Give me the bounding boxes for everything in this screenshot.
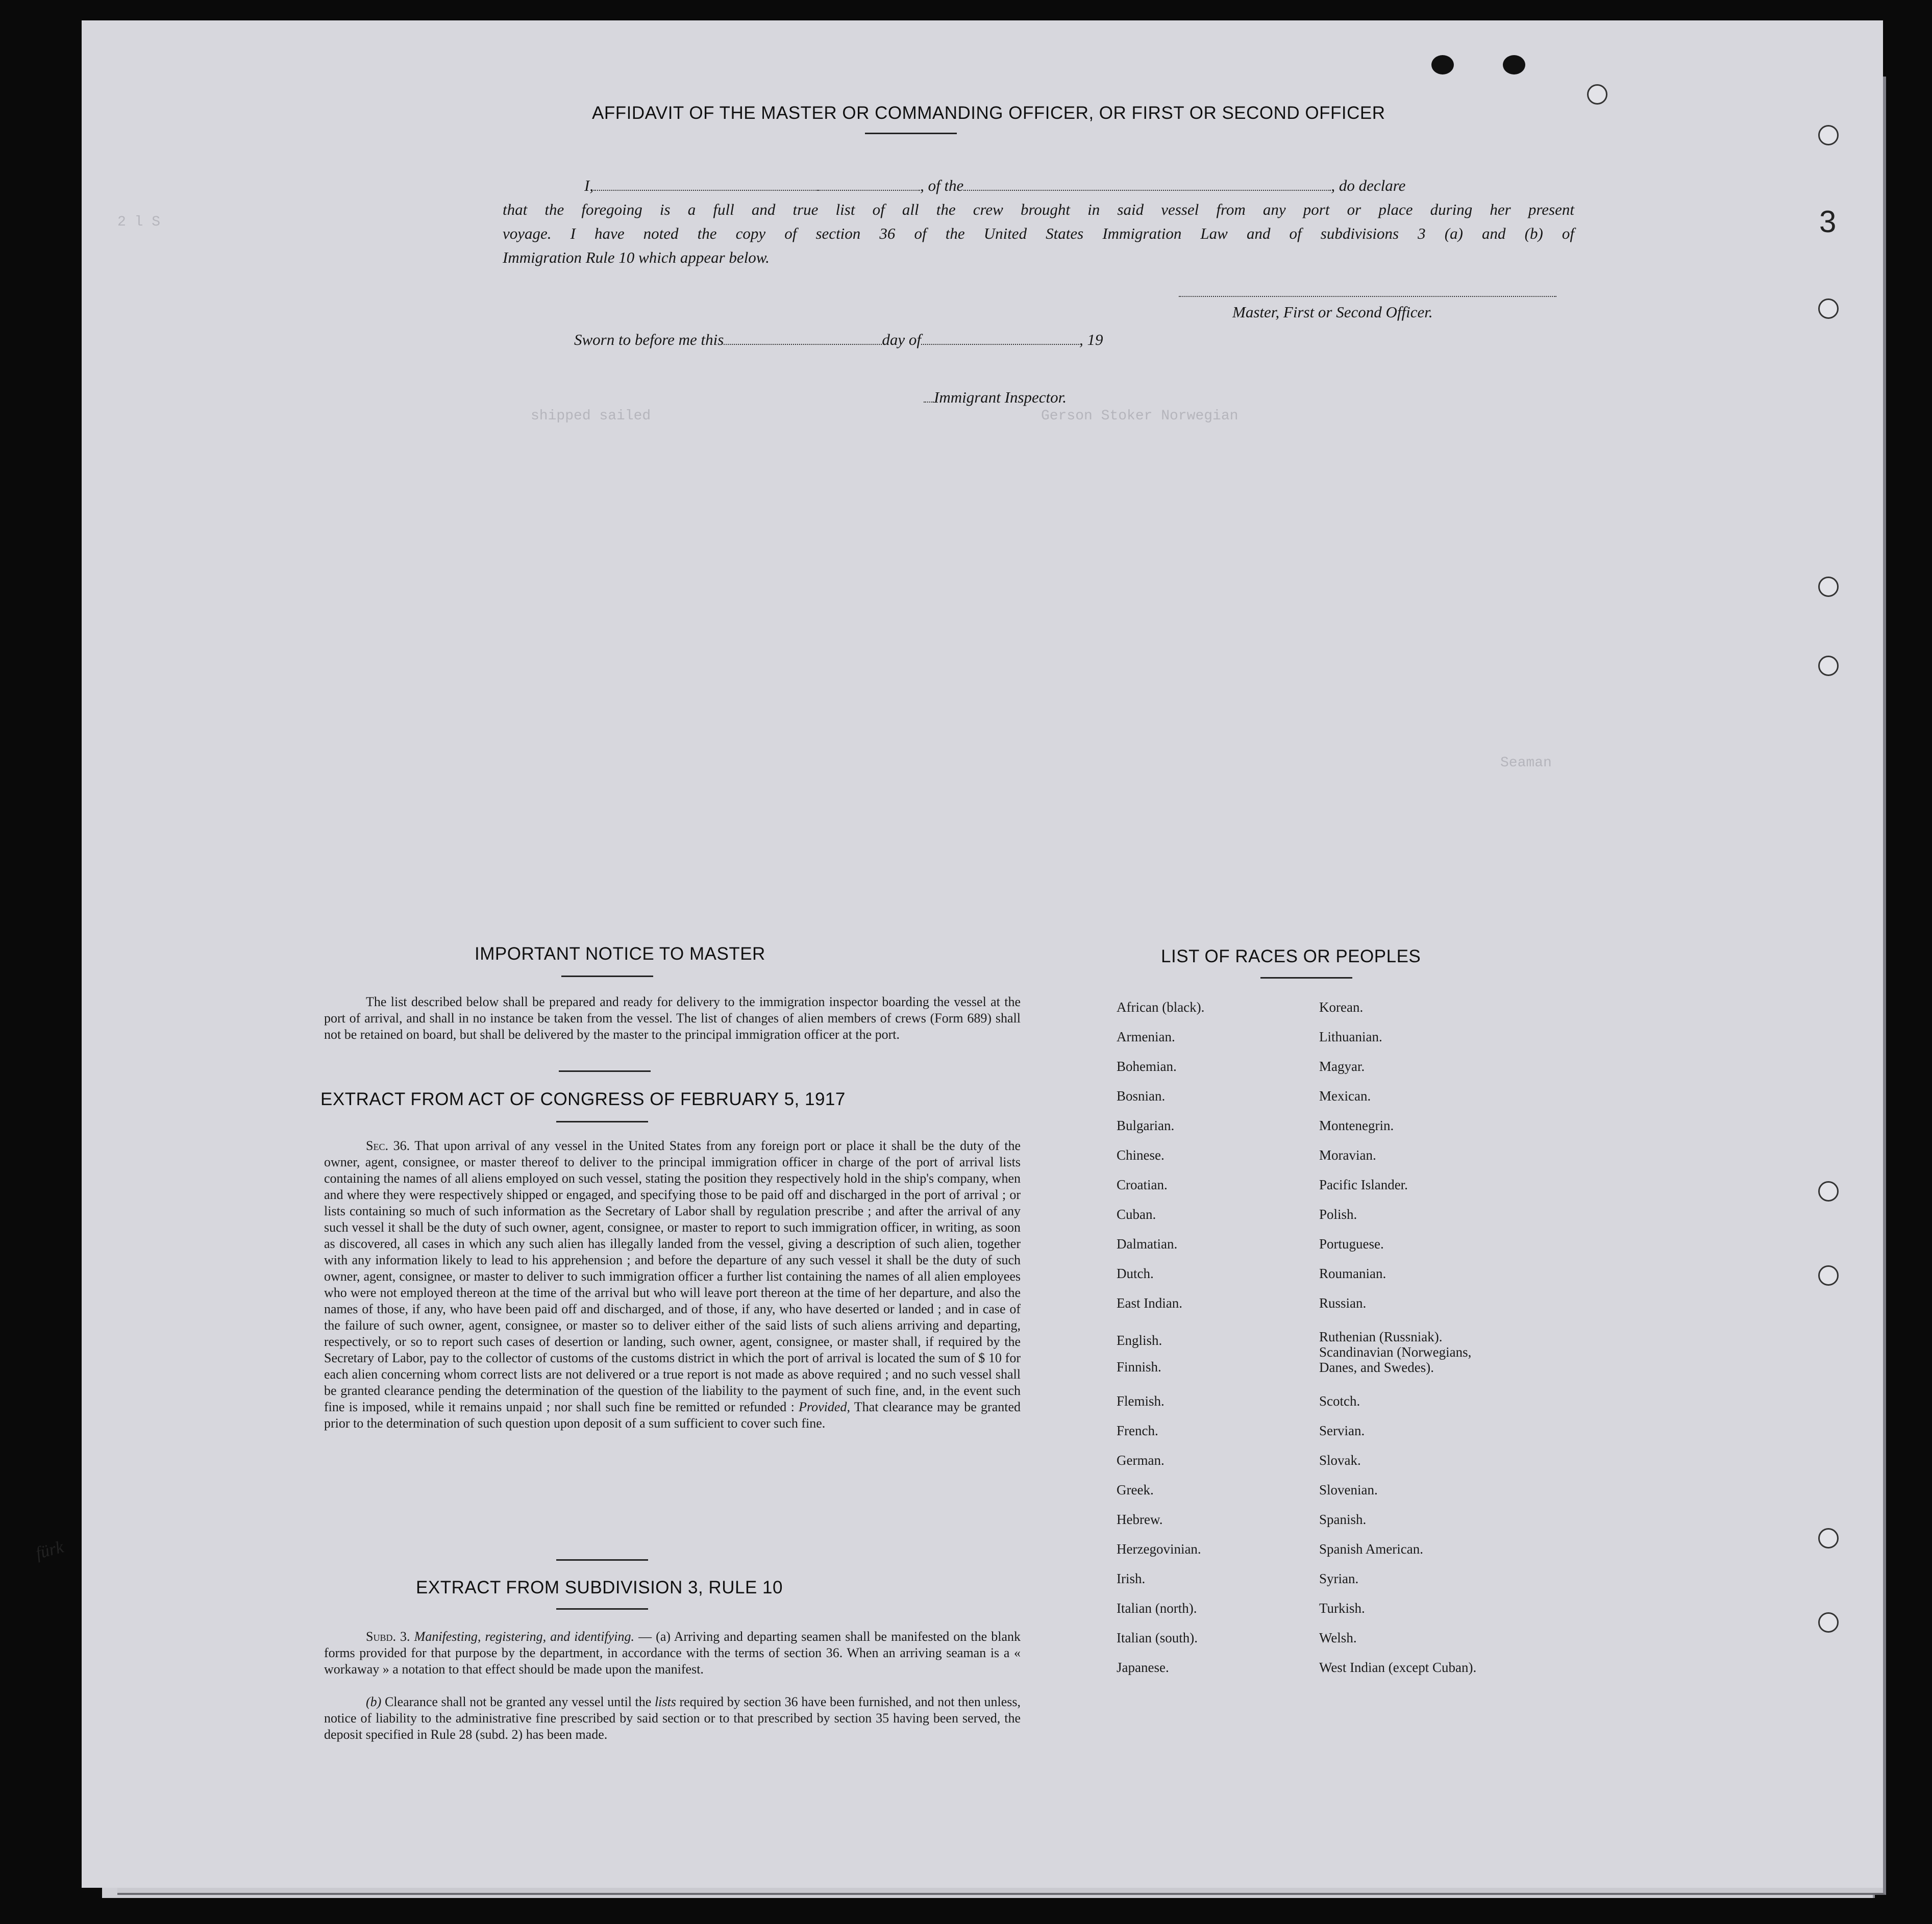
race-item: Pacific Islander. xyxy=(1319,1177,1408,1192)
affidavit-line-4: Immigration Rule 10 which appear below. xyxy=(503,248,770,266)
race-item: Hebrew. xyxy=(1117,1512,1163,1527)
sworn-line: Sworn to before me this day of , 19 xyxy=(574,331,1103,348)
race-item: Greek. xyxy=(1117,1482,1154,1497)
race-item: Spanish. xyxy=(1319,1512,1367,1527)
race-item: Welsh. xyxy=(1319,1630,1357,1645)
punch-hole xyxy=(1818,1265,1839,1286)
race-item: Servian. xyxy=(1319,1423,1365,1438)
punch-hole xyxy=(1818,125,1839,145)
punch-hole xyxy=(1431,55,1454,74)
race-item: Slovak. xyxy=(1319,1453,1361,1468)
race-item: Chinese. xyxy=(1117,1147,1165,1163)
race-item: Danes, and Swedes). xyxy=(1319,1360,1434,1375)
punch-hole xyxy=(1587,84,1607,105)
inspector-line: Immigrant Inspector. xyxy=(924,385,1067,409)
race-item: Moravian. xyxy=(1319,1147,1376,1163)
signature-label: Master, First or Second Officer. xyxy=(1232,303,1433,321)
punch-hole xyxy=(1503,55,1525,74)
act-extract-body: Sec. 36. That upon arrival of any vessel in the United States from any foreign port or place it shall be the duty of the owner, agent, consignee, or master thereof to deliver to the principal immigration officer in charge of the port of arrival lists containing the names of all aliens employed on such vessel, stating the position they respectively hold in the ship's company, when and where they were respectively shipped or engaged, and specifying those to be paid off and discharged in the port of arrival ; or lists containing so much of such information as the Secretary of Labor shall by regulation prescribe ; and after the arrival of any such vessel it shall be the duty of such owner, agent, consignee, or master to report to such immigration officer, in writing, as soon as discovered, all cases in which any such alien has illegally landed from the vessel, giving a description of such alien, together with any information likely to lead to his apprehension ; and before the departure of any such vessel it shall be the duty of such owner, agent, consignee, or master to deliver to such immigration officer a further list containing the names of all alien employees who were not employed thereon at the time of the arrival but who will leave port thereon at the time of her departure, and also the names of those, if any, who have been paid off and discharged, and of those, if any, who have deserted or landed ; and in case of the failure of such owner, agent, consignee, or master so to deliver either of the said lists of such aliens arriving and departing, respectively, or so to report such cases of desertion or landing, such owner, agent, consignee, or master shall, if required by the Secretary of Labor, pay to the collector of customs of the customs district in which the port of arrival is located the sum of $ 10 for each alien concerning whom correct lists are not delivered or a true report is not made as above required ; and no such vessel shall be granted clearance pending the determination of the question of the liability to the payment of such fine, and, in the event such fine is imposed, while it remains unpaid ; nor shall such fine be remitted or refunded : Provided, That clearance may be granted prior to the determination of such question upon deposit of a sum sufficient to cover such fine. xyxy=(324,1138,1021,1431)
race-item: Spanish American. xyxy=(1319,1541,1423,1557)
race-item: Slovenian. xyxy=(1319,1482,1378,1497)
race-item: Japanese. xyxy=(1117,1660,1169,1675)
notice-title: IMPORTANT NOTICE TO MASTER xyxy=(475,944,765,964)
race-item: Cuban. xyxy=(1117,1207,1156,1222)
race-item: Herzegovinian. xyxy=(1117,1541,1201,1557)
race-item: Finnish. xyxy=(1117,1359,1161,1375)
races-title: LIST OF RACES OR PEOPLES xyxy=(1161,946,1421,966)
race-item: Dutch. xyxy=(1117,1266,1154,1281)
race-item: Ruthenian (Russniak). xyxy=(1319,1329,1443,1344)
race-item: Polish. xyxy=(1319,1207,1357,1222)
race-item: Italian (south). xyxy=(1117,1630,1198,1645)
margin-handwriting: fürk xyxy=(34,1537,66,1563)
race-item: Syrian. xyxy=(1319,1571,1359,1586)
affidavit-title: AFFIDAVIT OF THE MASTER OR COMMANDING OFFICER, OR FIRST OR SECOND OFFICER xyxy=(592,103,1385,123)
act-extract-title: EXTRACT FROM ACT OF CONGRESS OF FEBRUARY 5, 1917 xyxy=(320,1089,846,1109)
race-item: Mexican. xyxy=(1319,1088,1371,1104)
race-item: French. xyxy=(1117,1423,1158,1438)
race-item: Portuguese. xyxy=(1319,1236,1384,1252)
race-item: Bosnian. xyxy=(1117,1088,1166,1104)
race-item: Korean. xyxy=(1319,1000,1364,1015)
notice-rule xyxy=(561,976,653,977)
punch-hole xyxy=(1818,1528,1839,1548)
races-rule xyxy=(1260,977,1352,979)
race-item: Scandinavian (Norwegians, xyxy=(1319,1344,1472,1360)
race-item: Italian (north). xyxy=(1117,1601,1197,1616)
act-divider xyxy=(556,1559,648,1561)
signature-line xyxy=(1179,286,1556,297)
race-item: Russian. xyxy=(1319,1295,1367,1311)
race-item: Irish. xyxy=(1117,1571,1146,1586)
race-item: African (black). xyxy=(1117,1000,1205,1015)
act-rule xyxy=(556,1121,648,1122)
rule-extract-title: EXTRACT FROM SUBDIVISION 3, RULE 10 xyxy=(416,1578,783,1597)
affidavit-line-3: voyage. I have noted the copy of section 36 of the United States Immigration Law and of subdivisions 3 (a) and (b) of xyxy=(503,224,1574,242)
affidavit-line-2: that the foregoing is a full and true list of all the crew brought in said vessel from any port or place during her present xyxy=(503,201,1574,218)
race-item: Dalmatian. xyxy=(1117,1236,1178,1252)
race-item: Bohemian. xyxy=(1117,1059,1177,1074)
race-item: Armenian. xyxy=(1117,1029,1175,1044)
punch-hole xyxy=(1818,1612,1839,1633)
punch-hole xyxy=(1818,298,1839,319)
punch-hole xyxy=(1818,656,1839,676)
race-item: German. xyxy=(1117,1453,1165,1468)
notice-divider xyxy=(559,1070,651,1072)
rule-extract-para-b: (b) Clearance shall not be granted any vessel until the lists required by section 36 have been furnished, and not then unless, notice of liability to the administrative fine prescribed by said section or to that prescribed by section 35 having been served, the deposit specified in Rule 28 (subd. 2) has been made. xyxy=(324,1694,1021,1742)
race-item: English. xyxy=(1117,1333,1162,1348)
race-item: Turkish. xyxy=(1319,1601,1365,1616)
race-item: Roumanian. xyxy=(1319,1266,1386,1281)
race-item: Montenegrin. xyxy=(1319,1118,1394,1133)
page-mark: 3 xyxy=(1819,205,1837,239)
race-item: Magyar. xyxy=(1319,1059,1365,1074)
punch-hole xyxy=(1818,577,1839,597)
affidavit-line-1: I, , of the , do declare xyxy=(584,177,1406,194)
notice-body: The list described below shall be prepared and ready for delivery to the immigration inspector boarding the vessel at the port of arrival, and shall in no instance be taken from the vessel. The list of changes of alien members of crews (Form 689) shall not be retained on board, but shall be delivered by the master to the principal immigration officer at the port. xyxy=(324,994,1021,1042)
punch-hole xyxy=(1818,1181,1839,1202)
race-item: West Indian (except Cuban). xyxy=(1319,1660,1477,1675)
rule-rule xyxy=(556,1608,648,1610)
race-item: East Indian. xyxy=(1117,1295,1182,1311)
title-rule xyxy=(865,133,957,134)
race-item: Bulgarian. xyxy=(1117,1118,1175,1133)
race-item: Scotch. xyxy=(1319,1393,1360,1409)
race-item: Croatian. xyxy=(1117,1177,1168,1192)
race-item: Lithuanian. xyxy=(1319,1029,1382,1044)
race-item: Flemish. xyxy=(1117,1393,1165,1409)
rule-extract-para-a: Subd. 3. Manifesting, registering, and identifying. — (a) Arriving and departing seamen shall be manifested on the blank forms provided for that purpose by the department, in accordance with the terms of section 36. When an arriving seaman is a « workaway » a notation to that effect should be made upon the manifest. xyxy=(324,1629,1021,1677)
document-page: 2 l S shipped sailed Gerson Stoker Norwegian Seaman 3 AFFIDAVIT OF THE MASTER OR COMMANDING OFFICER, OR FIRST OR SECOND OFFICER I, , of the , do declare that the foregoing is a full and true list of all the crew brought in said vessel from any port or place during her present voyage. I have noted the copy of section 36 of the United States Immigration Law and of subdivisions 3 (a) and (b) of Immigration Rule 10 which appear below. Master, First or Second Officer. Sworn to before me this day of , 19 Immigrant Inspector. IMPORTANT NOTICE TO MASTER The list described below shall be prepared and ready for delivery to the immigration inspector boarding the vessel at the port of arrival, and shall in no instance be taken from the vessel. The list of changes of alien members of crews (Form 689) shall not be retained on board, but shall be delivered by the master to the principal immigration officer at the port. EXTRACT FROM ACT OF CONGRESS OF FEBRUARY 5, 1917 Sec. 36. That upon arrival of any vessel in the United States from any foreign port or place it shall be the duty of the owner, agent, consignee, or master thereof to deliver to the principal immigration officer in charge of the port of arrival lists containing the names of all aliens employed on such vessel, stating the position they respectively hold in the ship's company, when and where they were respectively shipped or engaged, and specifying those to be paid off and discharged in the port of arrival ; or lists containing so much of such information as the Secretary of Labor shall by regulation prescribe ; and after the arrival of any such vessel it shall be the duty of such owner, agent, consignee, or master to report to such immigration officer, in writing, as soon as discovered, all cases in which any such alien has illegally landed from the vessel, giving a description of such alien, together with any information likely to lead to his apprehension ; and before the departure of any such vessel it shall be the duty of such owner, agent, consignee, or master to deliver to such immigration officer a further list containing the names of all alien employees who were not employed thereon at the time of the arrival but who will leave port thereon at the time of her departure, and also the names of those, if any, who have been paid off and discharged, and of those, if any, who have deserted or landed ; and in case of the failure of such owner, agent, consignee, or master so to deliver either of the said lists of such aliens arriving and departing, respectively, or so to report such cases of desertion or landing, such owner, agent, consignee, or master shall, if required by the Secretary of Labor, pay to the collector of customs of the customs district in which the port of arrival is located the sum of $ 10 for each alien concerning whom correct lists are not delivered or a true report is not made as above required ; and no such vessel shall be granted clearance pending the determination of the question of the liability to the payment of such fine, and, in the event such fine is imposed, while it remains unpaid ; nor shall such fine be remitted or refunded : Provided, That clearance may be granted prior to the determination of such question upon deposit of a sum sufficient to cover such fine. EXTRACT FROM SUBDIVISION 3, RULE 10 Subd. 3. Manifesting, registering, and identifying. — (a) Arriving and departing seamen shall be manifested on the blank forms provided for that purpose by the department, in accordance with the terms of section 36. When an arriving seaman is a « workaway » a notation to that effect should be made upon the manifest. (b) Clearance shall not be granted any vessel until the lists required by section 36 have been furnished, and not then unless, notice of liability to the administrative fine prescribed by said section or to that prescribed by section 35 having been served, the deposit specified in Rule 28 (subd. 2) has been made. LIST OF RACES OR PEOPLES African (black). Armenian. Bohemian. Bosnian. Bulgarian. Chinese. Croatian. Cuban. Dalmatian. Dutch. East Indian. English. Finnish. Flemish. French. German. Greek. Hebrew. Herzegovinian. Irish. Italian (north). Italian (south). Japanese. Korean. Lithuanian. Magyar. Mexican. Montenegrin. Moravian. Pacific Islander. Polish. Portuguese. Roumanian. Russian. Ruthenian (Russniak). Scandinavian (Norwegians, Danes, and Swedes). Scotch. Servian. Slovak. Slovenian. Spanish. Spanish American. Syrian. Turkish. Welsh. West Indian (except Cuban). fürk xyxy=(82,20,1883,1888)
